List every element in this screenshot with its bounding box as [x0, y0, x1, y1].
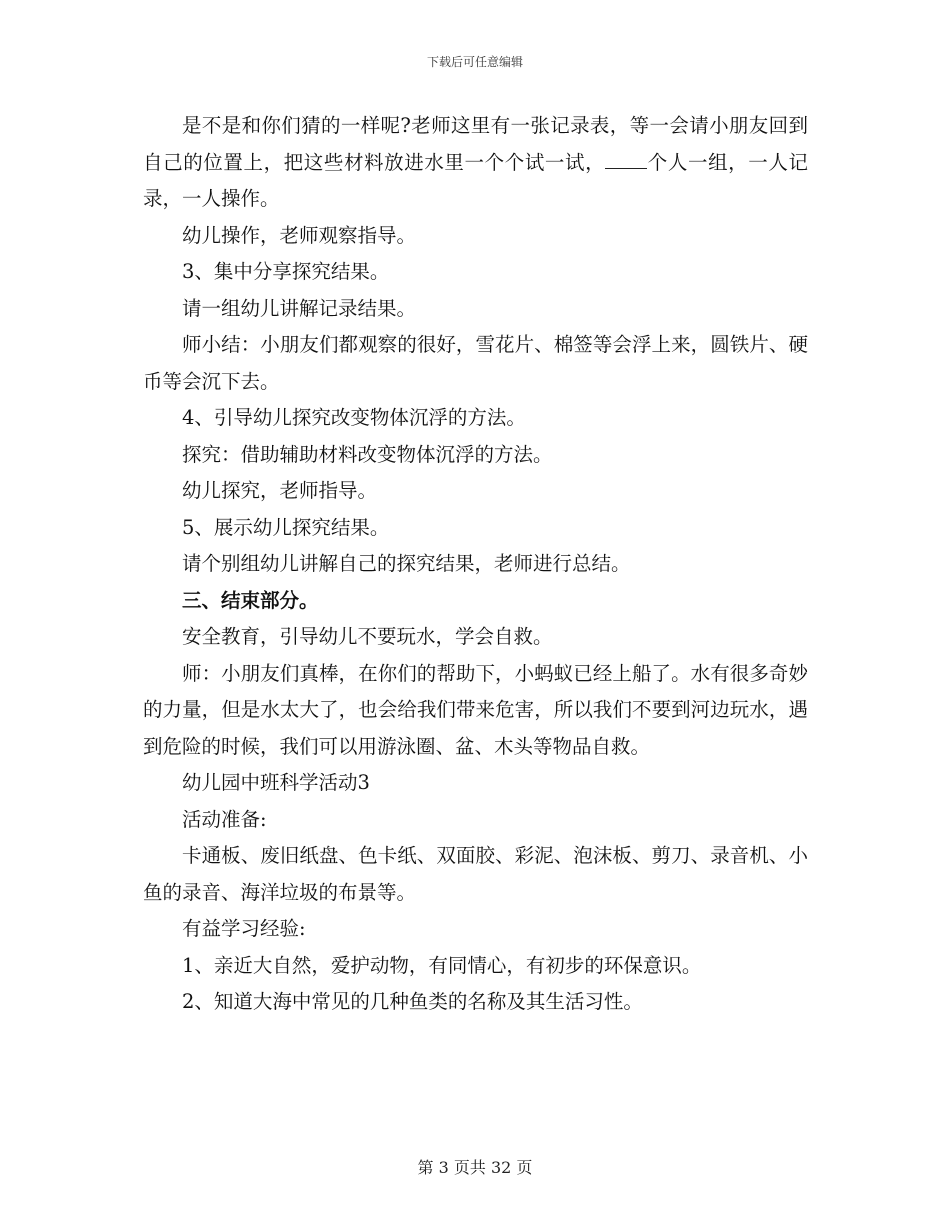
paragraph: 5、展示幼儿探究结果。 — [182, 515, 390, 539]
fill-in-blank — [605, 150, 647, 169]
paragraph: 请一组幼儿讲解记录结果。 — [182, 296, 417, 320]
paragraph: 探究：借助辅助材料改变物体沉浮的方法。 — [182, 442, 553, 466]
activity-title: 幼儿园中班科学活动3 — [182, 771, 370, 794]
paragraph: 请个别组幼儿讲解自己的探究结果，老师进行总结。 — [182, 552, 631, 575]
page-header: 下载后可任意编辑 — [426, 55, 523, 69]
paragraph: 卡通板、废旧纸盘、色卡纸、双面胶、彩泥、泡沫板、剪刀、录音机、小鱼的录音、海洋垃圾的布景等。 — [143, 844, 808, 904]
section-heading: 三、结束部分。 — [182, 588, 319, 612]
paragraph: 幼儿探究，老师指导。 — [182, 479, 378, 502]
paragraph: 3、集中分享探究结果。 — [182, 260, 390, 283]
paragraph: 有益学习经验: — [182, 917, 306, 940]
paragraph: 师小结：小朋友们都观察的很好，雪花片、棉签等会浮上来，圆铁片、硬币等会沉下去。 — [143, 333, 808, 393]
paragraph: 活动准备: — [182, 807, 267, 831]
paragraph-text: 是不是和你们猜的一样呢?老师这里有一张记录表，等一会请小朋友回到自己的位置上，把这些材料放进水里一个个试一试， — [143, 114, 808, 174]
paragraph: 4、引导幼儿探究改变物体沉浮的方法。 — [182, 406, 526, 429]
document-body — [143, 108, 808, 1021]
paragraph: 安全教育，引导幼儿不要玩水，学会自救。 — [182, 625, 553, 648]
paragraph: 幼儿操作，老师观察指导。 — [182, 223, 417, 247]
paragraph: 2、知道大海中常见的几种鱼类的名称及其生活习性。 — [182, 990, 643, 1013]
paragraph: 师：小朋友们真棒，在你们的帮助下，小蚂蚁已经上船了。水有很多奇妙的力量，但是水太大了，也会给我们带来危害，所以我们不要到河边玩水，遇到危险的时候，我们可以用游泳圈、盆、木头等物品自救。 — [143, 661, 808, 758]
paragraph — [143, 108, 808, 218]
paragraph: 1、亲近大自然，爱护动物，有同情心，有初步的环保意识。 — [182, 953, 702, 977]
paragraph-text: 个人一组，一人记录，一人操作。 — [143, 150, 808, 210]
page-footer: 第 3 页共 32 页 — [417, 1158, 533, 1177]
